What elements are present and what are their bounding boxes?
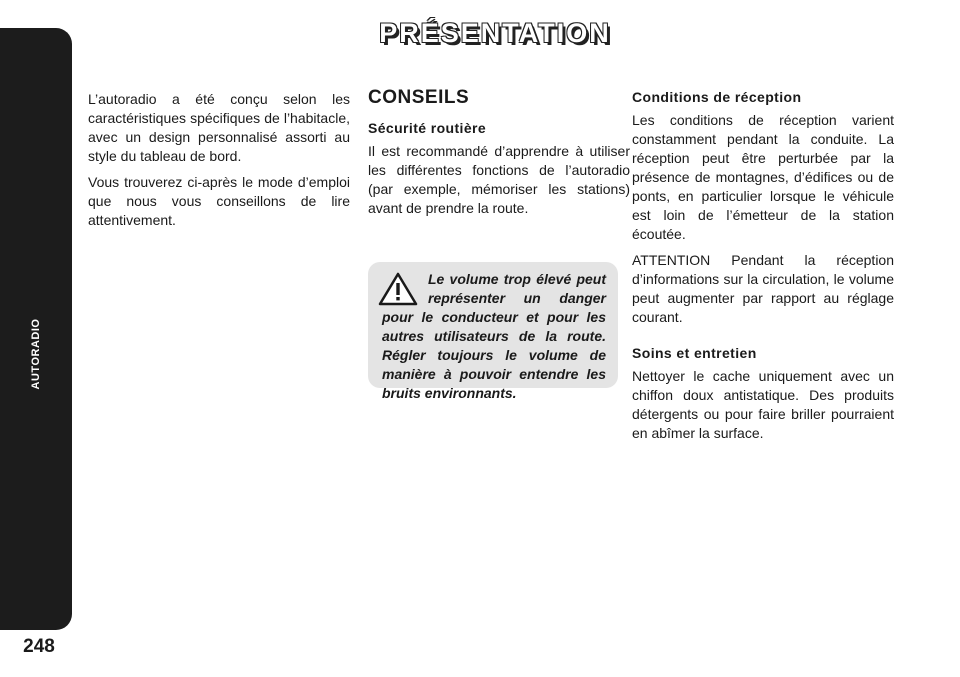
warning-box	[368, 262, 618, 401]
securite-heading: Sécurité routière	[368, 120, 487, 136]
reception-paragraph-1: Les conditions de réception varient constamment pendant la conduite. La réception peut être perturbée par la présence de montagnes, d’édifices ou de ponts, en particulier lorsque le véhicule est loin de l’émetteur de la station écoutée.	[632, 112, 894, 242]
warning-text: Le volume trop élevé peut représenter un danger pour le conducteur et pour les autres utilisateurs de la route. Régler toujours le volume de manière à pouvoir entendre les bruits environnants.	[382, 271, 606, 401]
conseils-heading: CONSEILS	[368, 87, 470, 108]
soins-text: Nettoyer le cache uniquement avec un chiffon doux antistatique. Des produits détergents ou pour faire briller pourraient en abîmer la surface.	[632, 368, 894, 441]
reception-column	[632, 88, 894, 450]
side-tab	[0, 28, 72, 630]
intro-column	[88, 90, 350, 237]
conseils-column	[368, 88, 630, 225]
intro-paragraph-2: Vous trouverez ci-après le mode d’emploi que nous vous conseillons de lire attentivement.	[88, 174, 350, 228]
reception-paragraph-2: ATTENTION Pendant la réception d’informations sur la circulation, le volume peut augmenter par rapport au réglage courant.	[632, 252, 894, 325]
page-title: PRÉSENTATION	[379, 18, 611, 48]
intro-paragraph-1: L’autoradio a été conçu selon les caractéristiques spécifiques de l’habitacle, avec un design personnalisé assorti au style du tableau de bord.	[88, 91, 350, 164]
section-label: AUTORADIO	[30, 318, 42, 390]
reception-heading: Conditions de réception	[632, 89, 802, 105]
soins-heading: Soins et entretien	[632, 345, 757, 361]
securite-text: Il est recommandé d’apprendre à utiliser les différentes fonctions de l’autoradio (par exemple, mémoriser les stations) avant de prendre la route.	[368, 143, 630, 216]
page-number: 248	[23, 636, 55, 657]
